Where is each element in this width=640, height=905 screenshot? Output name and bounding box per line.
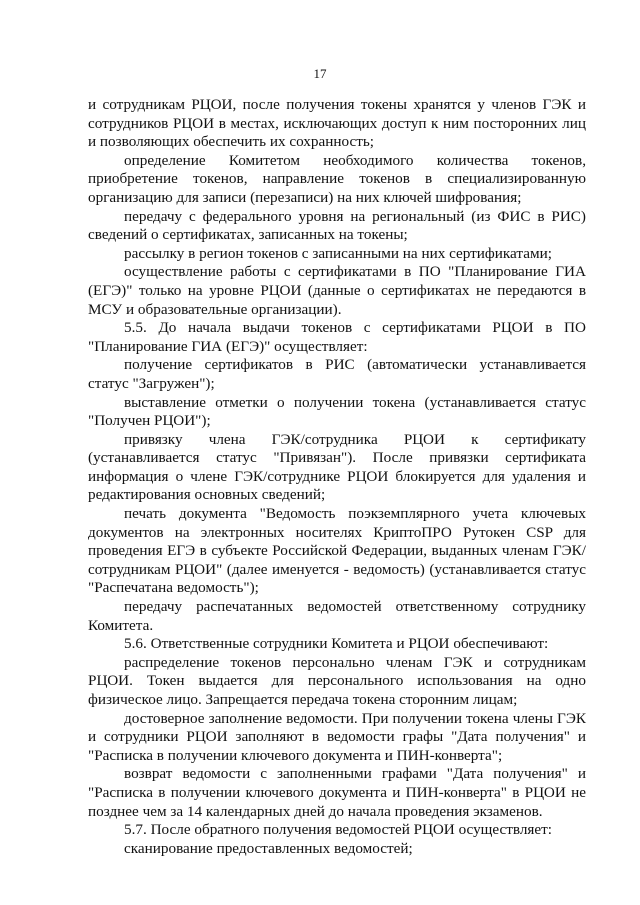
paragraph: передачу распечатанных ведомостей ответственному сотруднику Комитета. — [88, 598, 586, 634]
paragraph: привязку члена ГЭК/сотрудника РЦОИ к сертификату (устанавливается статус "Привязан"). После привязки сертификата информация о члене ГЭК/сотруднике РЦОИ блокируется для удаления и редактирования основных сведений; — [88, 430, 586, 504]
document-body — [88, 96, 586, 858]
paragraph: и сотрудникам РЦОИ, после получения токены хранятся у членов ГЭК и сотрудников РЦОИ в местах, исключающих доступ к ним посторонних лиц и позволяющих обеспечить их сохранность; — [88, 96, 586, 151]
paragraph: передачу с федерального уровня на региональный (из ФИС в РИС) сведений о сертификатах, записанных на токены; — [88, 207, 586, 244]
paragraph: распределение токенов персонально членам ГЭК и сотрудникам РЦОИ. Токен выдается для персонального использования на одно физическое лицо. Запрещается передача токена сторонним лицам; — [88, 653, 586, 708]
section-heading-5-5: 5.5. До начала выдачи токенов с сертификатами РЦОИ в ПО "Планирование ГИА (ЕГЭ)" осуществляет: — [88, 319, 586, 355]
paragraph: достоверное заполнение ведомости. При получении токена члены ГЭК и сотрудники РЦОИ заполняют в ведомости графы "Дата получения" и "Расписка в получении ключевого документа и ПИН-конверта"; — [88, 709, 586, 764]
section-heading-5-6: 5.6. Ответственные сотрудники Комитета и РЦОИ обеспечивают: — [124, 635, 549, 653]
paragraph: определение Комитетом необходимого количества токенов, приобретение токенов, направление токенов в специализированную организацию для записи (перезаписи) на них ключей шифрования; — [88, 151, 586, 206]
paragraph: выставление отметки о получении токена (устанавливается статус "Получен РЦОИ"); — [88, 393, 586, 430]
paragraph: возврат ведомости с заполненными графами "Дата получения" и "Расписка в получении ключевого документа и ПИН-конверта" в РЦОИ не позднее чем за 14 календарных дней до начала проведения экзаменов. — [88, 765, 586, 820]
page-number: 17 — [313, 66, 327, 81]
paragraph: рассылку в регион токенов с записанными на них сертификатами; — [124, 244, 552, 262]
paragraph: сканирование предоставленных ведомостей; — [124, 839, 413, 857]
paragraph: печать документа "Ведомость поэкземплярного учета ключевых документов на электронных носителях КриптоПРО Рутокен CSP для проведения ЕГЭ в субъекте Российской Федерации, выданных членам ГЭК/сотрудникам РЦОИ" (далее именуется - ведомость) (устанавливается статус "Распечатана ведомость"); — [88, 505, 586, 597]
paragraph: получение сертификатов в РИС (автоматически устанавливается статус "Загружен"); — [88, 356, 586, 392]
paragraph: осуществление работы с сертификатами в ПО "Планирование ГИА (ЕГЭ)" только на уровне РЦОИ (данные о сертификатах не передаются в МСУ и образовательные организации). — [88, 263, 586, 318]
section-heading-5-7: 5.7. После обратного получения ведомостей РЦОИ осуществляет: — [124, 821, 553, 839]
